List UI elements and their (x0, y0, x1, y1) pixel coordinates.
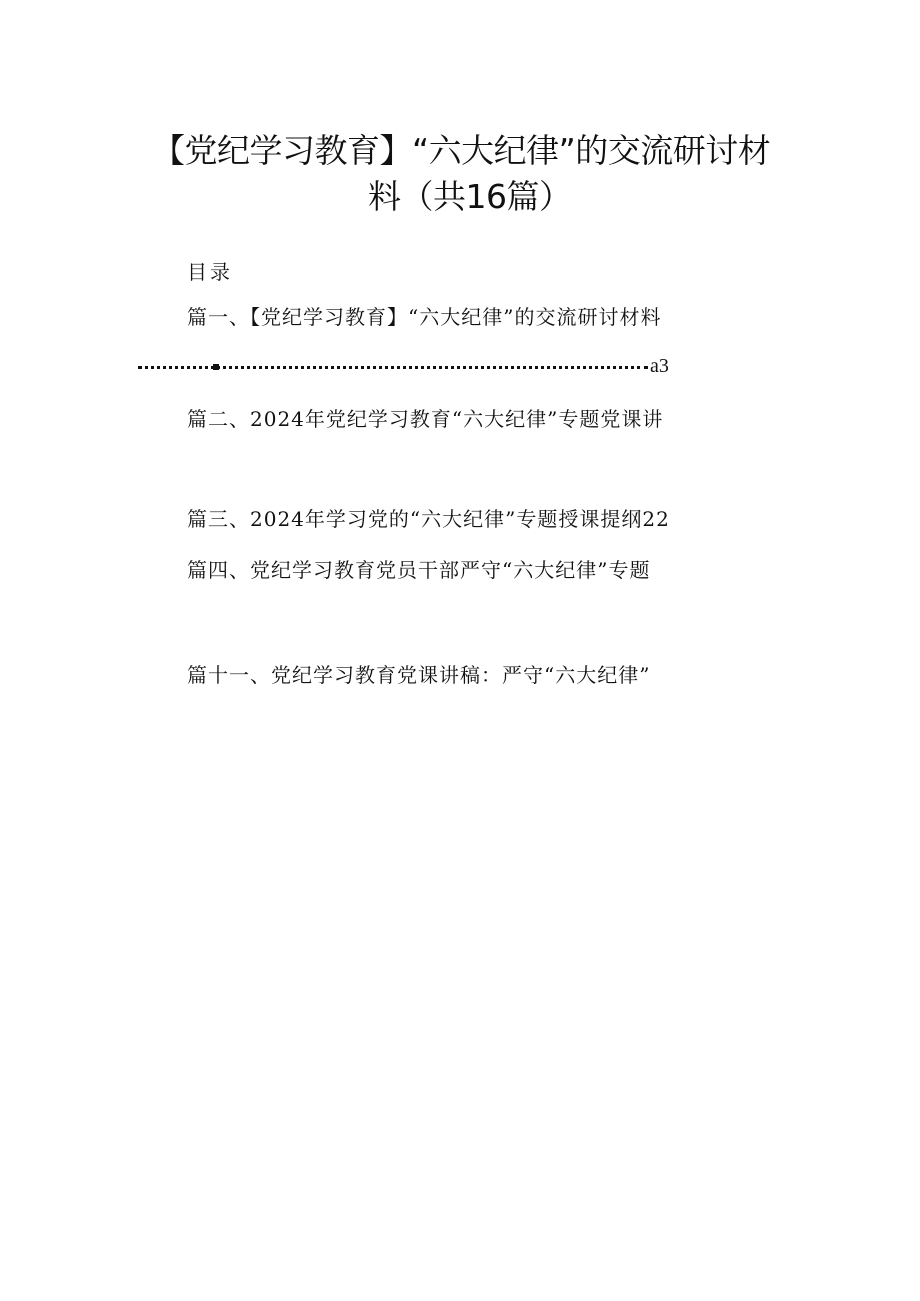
toc-page-number: a3 (650, 355, 669, 377)
document-title (140, 128, 780, 220)
document-title-line-2: 料（共16篇） (368, 177, 572, 216)
toc-entry-5[interactable]: 篇十一、党纪学习教育党课讲稿：严守“六大纪律” (187, 663, 651, 687)
toc-entry-1[interactable]: 篇一、【党纪学习教育】“六大纪律”的交流研讨材料 (187, 305, 662, 329)
toc-entry-2[interactable]: 篇二、2024年党纪学习教育“六大纪律”专题党课讲 (187, 407, 664, 431)
toc-entry-4[interactable]: 篇四、党纪学习教育党员干部严守“六大纪律”专题 (187, 558, 651, 582)
toc-leader-square-mark (213, 364, 219, 370)
toc-leader-line (138, 352, 669, 380)
document-title-line-1: 【党纪学习教育】“六大纪律”的交流研讨材 (152, 131, 771, 170)
toc-heading: 目录 (187, 260, 233, 284)
toc-entry-3[interactable]: 篇三、2024年学习党的“六大纪律”专题授课提纲22 (187, 507, 670, 531)
